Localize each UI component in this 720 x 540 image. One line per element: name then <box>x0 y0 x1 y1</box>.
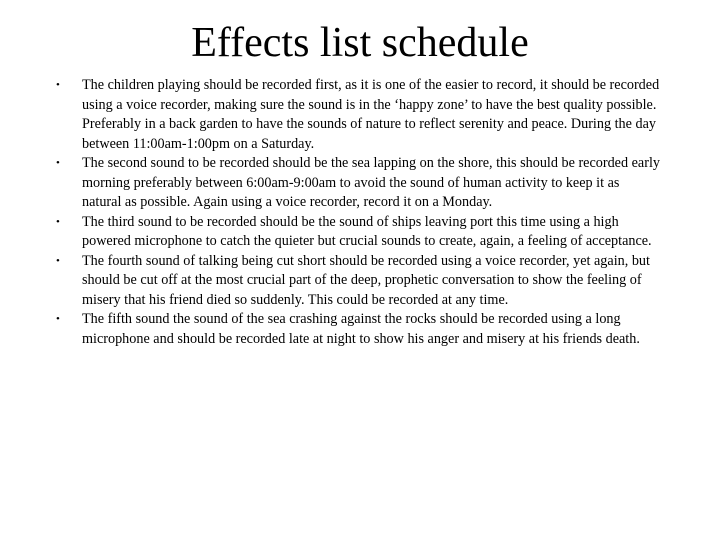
bullet-icon: • <box>56 313 60 325</box>
slide-title: Effects list schedule <box>191 20 529 66</box>
bullet-item-5 <box>0 310 720 349</box>
bullet-item-2 <box>0 154 720 213</box>
bullet-item-1 <box>0 76 720 154</box>
bullet-list <box>0 76 720 349</box>
bullet-text: The fifth sound the sound of the sea crashing against the rocks should be recorded using a long microphone and should be recorded late at night to show his anger and misery at his friends death. <box>82 311 640 347</box>
bullet-text: The second sound to be recorded should be the sea lapping on the shore, this should be recorded early morning preferably between 6:00am-9:00am to avoid the sound of human activity to keep it as natural as possible. Again using a voice recorder, record it on a Monday. <box>82 155 660 210</box>
bullet-text: The children playing should be recorded first, as it is one of the easier to record, it should be recorded using a voice recorder, making sure the sound is in the ‘happy zone’ to have the best quality possible. Preferably in a back garden to have the sounds of nature to reflect serenity and peace. During the day between 11:00am-1:00pm on a Saturday. <box>82 77 660 152</box>
bullet-icon: • <box>56 79 60 91</box>
bullet-item-3 <box>0 213 720 252</box>
bullet-item-4 <box>0 252 720 311</box>
bullet-text: The third sound to be recorded should be the sound of ships leaving port this time using a high powered microphone to catch the quieter but crucial sounds to create, again, a feeling of acceptance. <box>82 213 652 249</box>
bullet-icon: • <box>56 215 60 228</box>
bullet-icon: • <box>56 254 60 267</box>
bullet-icon: • <box>56 157 60 169</box>
bullet-text: The fourth sound of talking being cut short should be recorded using a voice recorder, yet again, but should be cut off at the most crucial part of the deep, prophetic conversation to show the feeling of misery that his friend died so suddenly. This could be recorded at any time. <box>82 252 650 308</box>
